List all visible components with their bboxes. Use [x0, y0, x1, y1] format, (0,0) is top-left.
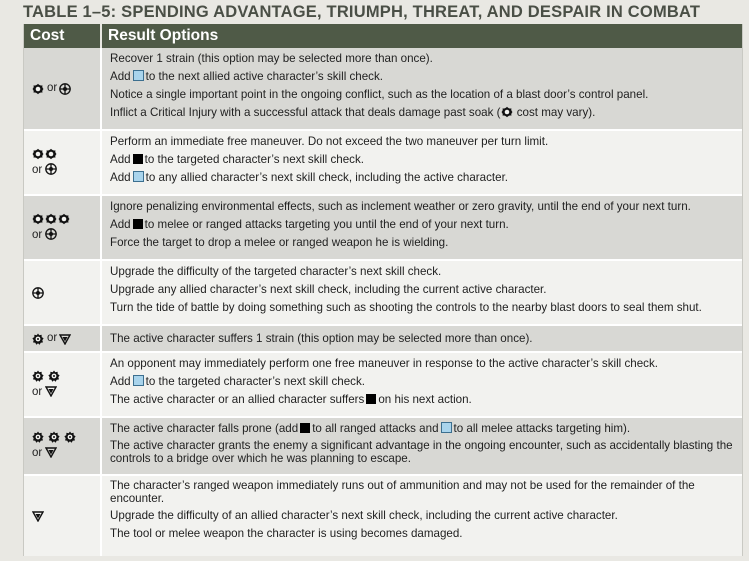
result-option: An opponent may immediately perform one free maneuver in response to the active character’s skill check.	[110, 357, 658, 370]
setback-die-icon	[300, 423, 310, 433]
option-text: to the targeted character’s next skill check.	[144, 153, 364, 166]
or-label: or	[47, 82, 58, 94]
table-row	[24, 196, 742, 261]
table-header	[24, 24, 742, 48]
result-option	[110, 392, 738, 407]
option-text: Add	[110, 375, 131, 388]
option-text: The active character falls prone (add	[110, 422, 299, 435]
result-option: The tool or melee weapon the character is using becomes damaged.	[110, 527, 463, 540]
result-option	[110, 374, 738, 389]
result-option	[110, 152, 738, 167]
option-text: Add	[110, 70, 131, 83]
result-options	[102, 418, 742, 474]
option-text: Add	[110, 153, 131, 166]
table-row	[24, 353, 742, 418]
advantage-icon	[501, 106, 513, 118]
result-option	[110, 217, 738, 232]
cost-cell	[24, 418, 102, 474]
result-option	[110, 105, 738, 120]
table-row	[24, 476, 742, 556]
or-label: or	[47, 332, 58, 344]
advantage-icon	[58, 213, 70, 225]
boost-die-icon	[133, 171, 144, 182]
result-options	[102, 196, 742, 259]
option-text: to the next allied active character’s skill check.	[145, 70, 383, 83]
despair-icon	[32, 510, 44, 522]
triumph-icon	[45, 163, 57, 175]
result-options	[102, 261, 742, 324]
cost-cell	[24, 131, 102, 194]
threat-icon	[48, 370, 60, 382]
option-text: on his next action.	[378, 393, 472, 406]
result-option: Perform an immediate free maneuver. Do not exceed the two maneuver per turn limit.	[110, 135, 549, 148]
result-option: The character’s ranged weapon immediately runs out of ammunition and may not be used for the remainder of the encounter.	[110, 479, 695, 505]
combat-results-table	[23, 24, 743, 556]
boost-die-icon	[133, 375, 144, 386]
result-option	[110, 170, 738, 185]
cost-cell	[24, 261, 102, 324]
result-options	[102, 131, 742, 194]
boost-die-icon	[133, 70, 144, 81]
result-option	[110, 69, 738, 84]
result-options	[102, 476, 742, 556]
triumph-icon	[59, 83, 71, 95]
or-label: or	[32, 163, 43, 176]
despair-icon	[45, 446, 57, 458]
cost-cell	[24, 326, 102, 351]
cost-cell	[24, 196, 102, 259]
threat-icon	[64, 431, 76, 443]
despair-icon	[59, 333, 71, 345]
result-option: Force the target to drop a melee or ranged weapon he is wielding.	[110, 236, 449, 249]
result-option: The active character suffers 1 strain (this option may be selected more than once).	[110, 332, 533, 345]
setback-die-icon	[133, 219, 143, 229]
result-option: Upgrade any allied character’s next skill check, including the current active character.	[110, 283, 547, 296]
result-option: Recover 1 strain (this option may be selected more than once).	[110, 52, 433, 65]
threat-icon	[32, 370, 44, 382]
result-option: Turn the tide of battle by doing something such as shooting the controls to the nearby blast doors to seal them shut.	[110, 301, 702, 314]
table-row	[24, 418, 742, 476]
result-options	[102, 326, 742, 351]
result-option: Notice a single important point in the ongoing conflict, such as the location of a blast door’s control panel.	[110, 88, 649, 101]
cost-cell	[24, 476, 102, 556]
cost-column-header: Cost	[24, 24, 102, 48]
advantage-icon	[32, 83, 44, 95]
triumph-icon	[45, 228, 57, 240]
result-options	[102, 48, 742, 129]
option-text: to all ranged attacks and	[312, 422, 439, 435]
or-label: or	[32, 385, 43, 398]
setback-die-icon	[133, 154, 143, 164]
table-title: TABLE 1–5: SPENDING ADVANTAGE, TRIUMPH, THREAT, AND DESPAIR IN COMBAT	[23, 3, 701, 21]
option-text: to the targeted character’s next skill check.	[145, 375, 365, 388]
advantage-icon	[32, 213, 44, 225]
triumph-icon	[32, 287, 44, 299]
table-row	[24, 261, 742, 326]
cost-cell	[24, 48, 102, 129]
or-label: or	[32, 228, 43, 241]
option-text: Add	[110, 218, 131, 231]
result-option: Upgrade the difficulty of an allied character’s next skill check, including the current active character.	[110, 509, 618, 522]
table-row	[24, 48, 742, 131]
threat-icon	[32, 333, 44, 345]
option-text: to melee or ranged attacks targeting you until the end of your next turn.	[144, 218, 509, 231]
table-row	[24, 131, 742, 196]
result-option: Ignore penalizing environmental effects, such as inclement weather or zero gravity, until the end of your next turn.	[110, 200, 691, 213]
threat-icon	[32, 431, 44, 443]
option-text: Inflict a Critical Injury with a successful attack that deals damage past soak (	[110, 106, 501, 119]
cost-cell	[24, 353, 102, 416]
option-text: to any allied character’s next skill check, including the active character.	[145, 171, 509, 184]
boost-die-icon	[441, 422, 452, 433]
despair-icon	[45, 385, 57, 397]
advantage-icon	[45, 148, 57, 160]
result-column-header: Result Options	[108, 27, 219, 44]
or-label: or	[32, 447, 43, 459]
setback-die-icon	[366, 394, 376, 404]
table-row	[24, 326, 742, 353]
result-option	[110, 421, 738, 436]
option-text: cost may vary).	[516, 106, 596, 119]
threat-icon	[48, 431, 60, 443]
result-options	[102, 353, 742, 416]
option-text: The active character or an allied character suffers	[110, 393, 365, 406]
result-option: Upgrade the difficulty of the targeted character’s next skill check.	[110, 265, 442, 278]
option-text: Add	[110, 171, 131, 184]
option-text: to all melee attacks targeting him).	[453, 422, 631, 435]
result-option: The active character grants the enemy a significant advantage in the ongoing encounter, such as accidentally blasting the controls to a bridge over which he was planning to escape.	[110, 439, 733, 465]
advantage-icon	[45, 213, 57, 225]
advantage-icon	[32, 148, 44, 160]
